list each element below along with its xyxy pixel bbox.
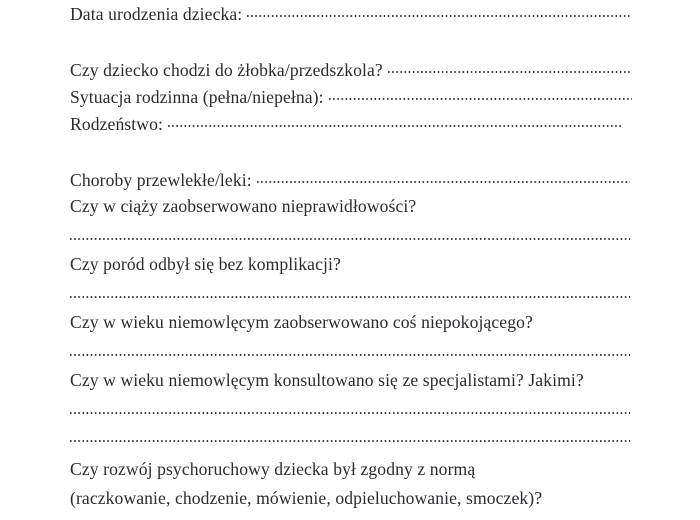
dotted-leader-fill[interactable] <box>257 168 630 186</box>
form-field-row <box>70 58 632 81</box>
dotted-leader-fill[interactable] <box>388 58 632 76</box>
dotted-answer-rule <box>70 412 630 414</box>
dotted-answer-rule <box>70 238 630 240</box>
question-text: Czy poród odbył się bez komplikacji? <box>70 254 341 274</box>
field-label: Data urodzenia dziecka: <box>70 3 243 24</box>
field-label: Rodzeństwo: <box>70 113 163 134</box>
question-text: Czy w wieku niemowlęcym zaobserwowano coś niepokojącego? <box>70 312 533 332</box>
dotted-answer-rule <box>70 354 630 356</box>
field-label: Sytuacja rodzinna (pełna/niepełna): <box>70 86 324 107</box>
dotted-leader-fill[interactable] <box>168 112 621 130</box>
form-field-row <box>70 85 632 108</box>
form-field-row <box>70 168 630 191</box>
dotted-leader-fill[interactable] <box>329 85 632 103</box>
field-label: Czy dziecko chodzi do żłobka/przedszkola? <box>70 59 383 80</box>
form-field-row <box>70 112 621 135</box>
dotted-answer-rule <box>70 296 630 298</box>
dotted-leader-fill[interactable] <box>247 2 630 20</box>
question-text: (raczkowanie, chodzenie, mówienie, odpieluchowanie, smoczek)? <box>70 488 543 508</box>
question-text: Czy w wieku niemowlęcym konsultowano się ze specjalistami? Jakimi? <box>70 370 584 390</box>
question-text: Czy w ciąży zaobserwowano nieprawidłowości? <box>70 196 417 216</box>
field-label: Choroby przewlekłe/leki: <box>70 169 252 190</box>
form-field-row <box>70 2 630 25</box>
dotted-answer-rule <box>70 440 630 442</box>
question-text: Czy rozwój psychoruchowy dziecka był zgodny z normą <box>70 459 476 479</box>
